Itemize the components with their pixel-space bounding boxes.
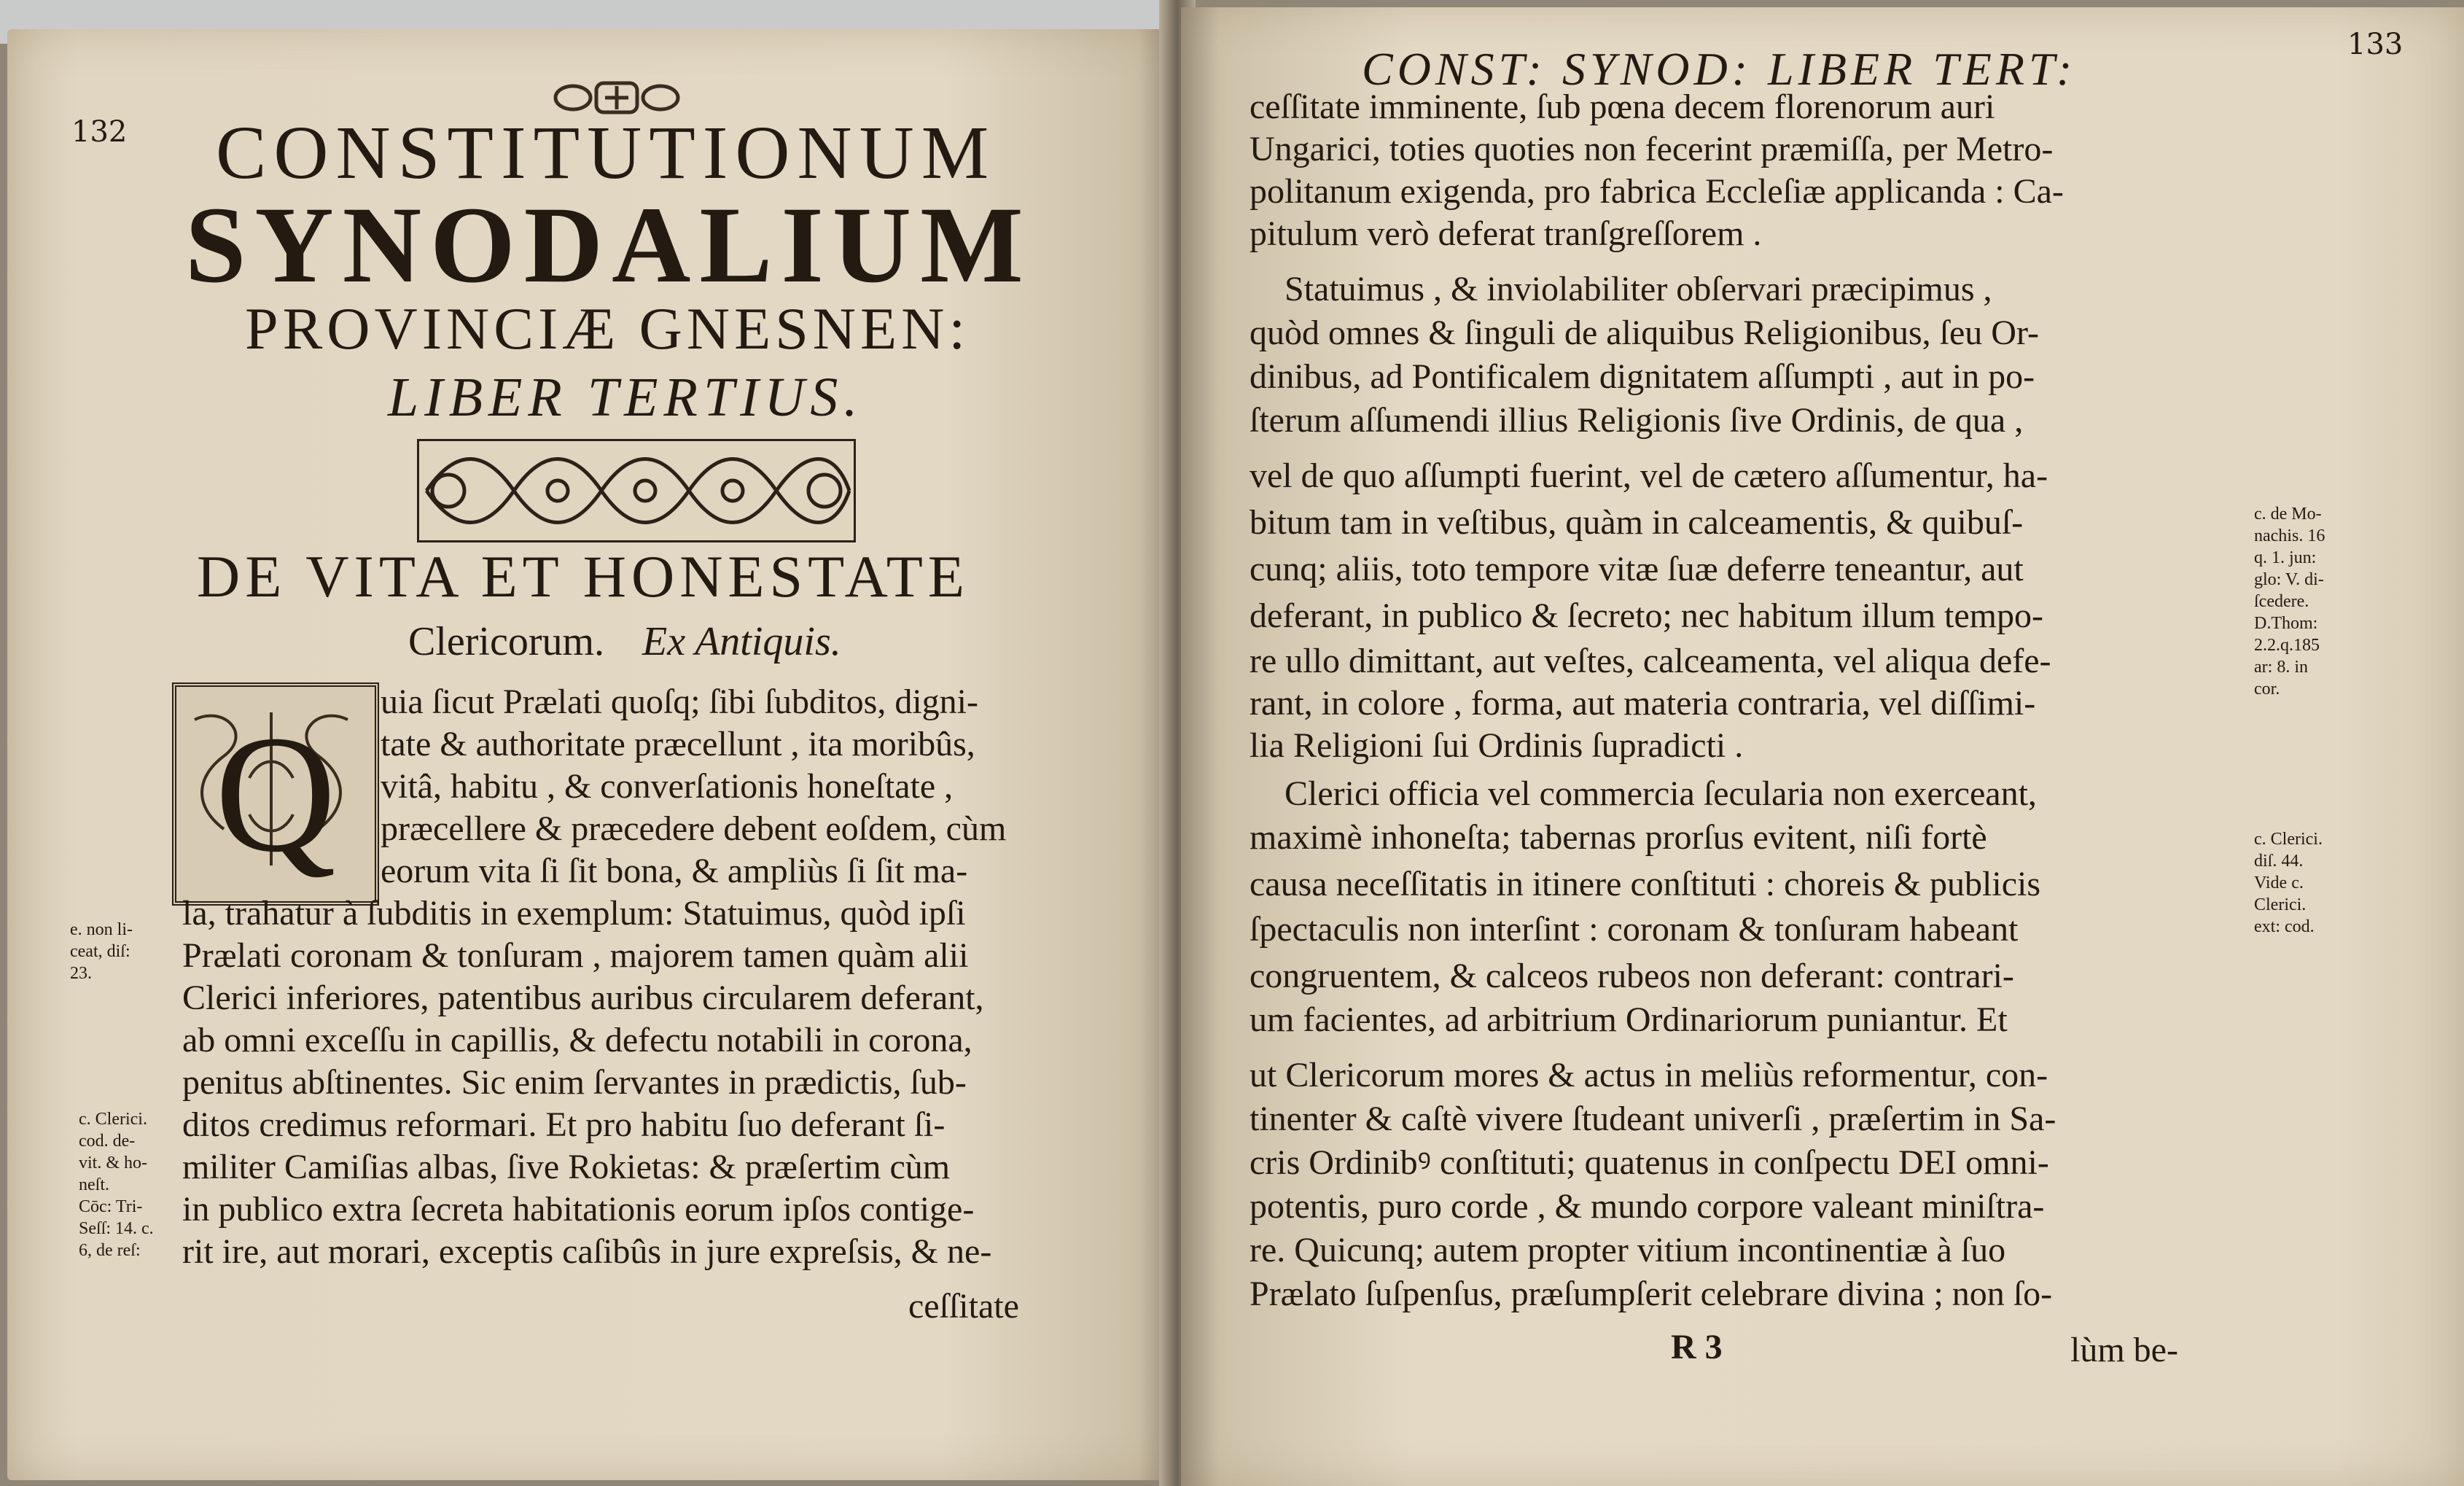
right-line: vel de quo aſſumpti fuerint, vel de cætero aſſumentur, ha- [1249, 456, 2048, 495]
right-margin-note: c. de Mo- nachis. 16 q. 1. jun: glo: V. di- ſcedere. D.Thom: 2.2.q.185 ar: 8. in cor. [2254, 505, 2325, 699]
right-line: Ungarici, toties quoties non fecerint præmiſſa, per Metro- [1249, 130, 2054, 168]
drop-cap-letter: Q [214, 701, 337, 887]
right-line: lia Religioni ſui Ordinis ſupradicti . [1249, 726, 1744, 765]
right-line: maximè inhoneſta; tabernas prorſus evitent, niſi fortè [1249, 818, 1987, 857]
title-line-3: PROVINCIÆ GNESNEN: [245, 295, 970, 362]
left-margin-note: c. Clerici. cod. de- vit. & ho- neſt. Cōc: Tri- Seſſ: 14. c. 6, de reſ: [79, 1110, 154, 1260]
right-line: um facientes, ad arbitrium Ordinariorum puniantur. Et [1249, 1000, 2008, 1039]
signature-mark: R 3 [1671, 1328, 1723, 1366]
left-line: Prælati coronam & tonſuram , majorem tamen quàm alii [182, 936, 969, 975]
right-page-number: 133 [2347, 28, 2403, 61]
drop-cap [172, 682, 379, 906]
left-page-number: 132 [71, 115, 128, 149]
subheading-part-a: Clericorum. [408, 619, 605, 664]
section-subheading [408, 618, 841, 665]
right-line: causa neceſſitatis in itinere conſtituti : choreis & publicis [1249, 865, 2041, 903]
right-catchword: lùm be- [2070, 1331, 2178, 1369]
right-line: dinibus, ad Pontificalem dignitatem aſſumpti , aut in po- [1249, 357, 2035, 396]
left-line: uia ſicut Prælati quoſq; ſibi ſubditos, digni- [381, 682, 978, 721]
left-line: militer Camiſias albas, ſive Rokietas: & præſertim cùm [182, 1148, 951, 1186]
left-line: penitus abſtinentes. Sic enim ſervantes in prædictis, ſub- [182, 1063, 967, 1102]
left-line: in publico extra ſecreta habitationis eorum ipſos contige- [182, 1190, 975, 1229]
right-line: Statuimus , & inviolabiliter obſervari præcipimus , [1249, 270, 1992, 308]
right-line: quòd omnes & ſinguli de aliquibus Religionibus, ſeu Or- [1249, 314, 2039, 352]
right-line: tinenter & caſtè vivere ſtudeant univerſi , præſertim in Sa- [1249, 1100, 2056, 1138]
running-head: CONST: SYNOD: LIBER TERT: [1362, 43, 2077, 95]
title-line-1: CONSTITUTIONUM [216, 111, 997, 195]
left-line: tate & authoritate præcellunt , ita moribûs, [381, 725, 975, 763]
right-line: ut Clericorum mores & actus in meliùs reformentur, con- [1249, 1056, 2048, 1094]
right-line: ceſſitate imminente, ſub pœna decem florenorum auri [1249, 87, 1995, 126]
left-line: vitâ, habitu , & converſationis honeſtate , [381, 767, 954, 806]
right-line: ſterum aſſumendi illius Religionis ſive Ordinis, de qua , [1249, 401, 2024, 440]
title-line-4: LIBER TERTIUS. [388, 367, 864, 428]
right-line: rant, in colore , forma, aut materia contraria, vel diſſimi- [1249, 684, 2036, 723]
right-line: re. Quicunq; autem propter vitium incontinentiæ à ſuo [1249, 1231, 2006, 1269]
right-margin-note: c. Clerici. diſ. 44. Vide c. Clerici. ext: cod. [2254, 830, 2323, 936]
decorative-band [417, 439, 856, 542]
right-line: cris Ordinibꝰ conſtituti; quatenus in conſpectu DEI omni- [1249, 1143, 2049, 1182]
left-line: ab omni exceſſu in capillis, & defectu notabili in corona, [182, 1021, 972, 1059]
right-line: deferant, in publico & ſecreto; nec habitum illum tempo- [1249, 596, 2043, 635]
right-line: re ullo dimittant, aut veſtes, calceamenta, vel aliqua defe- [1249, 642, 2051, 680]
right-line: bitum tam in veſtibus, quàm in calceamentis, & quibuſ- [1249, 503, 2024, 542]
title-line-2: SYNODALIUM [185, 184, 1032, 306]
left-line: la, trahatur à ſubditis in exemplum: Statuimus, quòd ipſi [182, 894, 966, 933]
left-line: rit ire, aut morari, exceptis caſibûs in jure expreſsis, & ne- [182, 1232, 992, 1271]
knotwork-icon [419, 441, 854, 540]
left-line: eorum vita ſi ſit bona, & ampliùs ſi ſit ma- [381, 852, 968, 890]
section-heading: DE VITA ET HONESTATE [197, 543, 970, 610]
right-line: politanum exigenda, pro fabrica Eccleſiæ applicanda : Ca- [1249, 172, 2064, 211]
right-line: Prælato ſuſpenſus, præſumpſerit celebrare divina ; non ſo- [1249, 1275, 2053, 1313]
right-line: potentis, puro corde , & mundo corpore valeant miniſtra- [1249, 1187, 2045, 1226]
subheading-part-b: Ex Antiquis. [642, 619, 841, 664]
right-line: Clerici officia vel commercia ſecularia non exerceant, [1249, 774, 2037, 813]
left-catchword: ceſſitate [908, 1287, 1019, 1326]
right-line: cunq; aliis, toto tempore vitæ ſuæ deferre teneantur, aut [1249, 550, 2024, 588]
left-line: Clerici inferiores, patentibus auribus circularem deferant, [182, 979, 984, 1017]
right-line: pitulum verò deferat tranſgreſſorem . [1249, 214, 1762, 253]
right-line: ſpectaculis non interſint : coronam & tonſuram habeant [1249, 910, 2019, 949]
left-line: ditos credimus reformari. Et pro habitu ſuo deferant ſi- [182, 1105, 946, 1144]
left-line: præcellere & præcedere debent eoſdem, cùm [381, 809, 1007, 848]
left-margin-note: e. non li- ceat, diſ: 23. [70, 920, 133, 983]
right-line: congruentem, & calceos rubeos non deferant: contrari- [1249, 957, 2014, 995]
